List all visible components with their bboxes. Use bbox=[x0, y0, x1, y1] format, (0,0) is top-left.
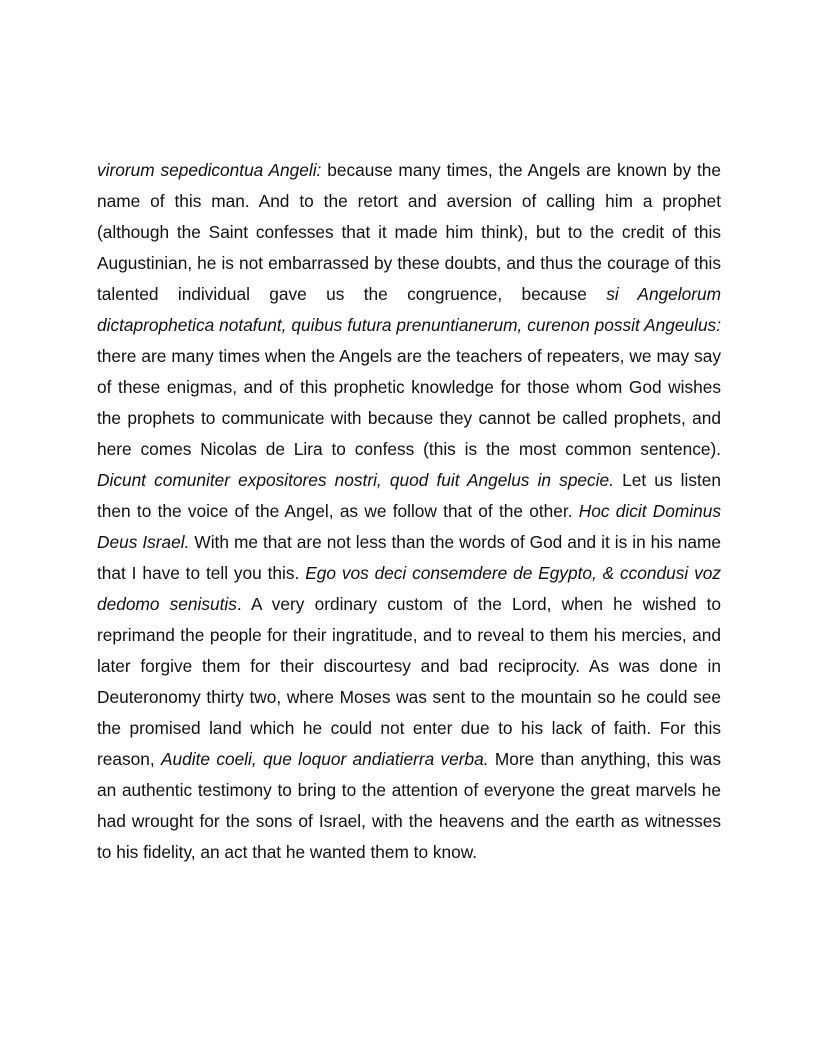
latin-quote: Dicunt comuniter expositores nostri, quod fuit Angelus in specie. bbox=[97, 470, 614, 490]
body-text: because many times, the Angels are known by the name of this man. And to the retort and aversion of calling him a prophet (although the Saint confesses that it made him think), but to the credit of this Augustinian, he is not embarrassed by these doubts, and thus the courage of this talented individual gave us the congruence, because bbox=[97, 160, 721, 304]
body-paragraph bbox=[97, 155, 721, 868]
latin-quote: virorum sepedicontua Angeli: bbox=[97, 160, 322, 180]
body-text: . A very ordinary custom of the Lord, when he wished to reprimand the people for their ingratitude, and to reveal to them his mercies, and later forgive them for their discourtesy and bad reciprocity. As was done in Deuteronomy thirty two, where Moses was sent to the mountain so he could see the promised land which he could not enter due to his lack of faith. For this reason, bbox=[97, 594, 721, 769]
latin-quote: Audite coeli, que loquor andiatierra verba. bbox=[160, 749, 489, 769]
body-text: More than anything, this was an authentic testimony to bring to the attention of everyone the great marvels he had wrought for the sons of Israel, with the heavens and the earth as witnesses to his fidelity, an act that he wanted them to know. bbox=[97, 749, 722, 862]
latin-quote: si Angelorum dictaprophetica notafunt, quibus futura prenuntianerum, curenon possit Angeulus: bbox=[97, 284, 721, 335]
document-page bbox=[97, 155, 721, 868]
latin-quote: Ego vos deci consemdere de Egypto, & ccondusi voz dedomo senisutis bbox=[97, 563, 721, 614]
body-text: Let us listen then to the voice of the Angel, as we follow that of the other. bbox=[97, 470, 721, 521]
latin-quote: Hoc dicit Dominus Deus Israel. bbox=[97, 501, 721, 552]
body-text: With me that are not less than the words of God and it is in his name that I have to tell you this. bbox=[97, 532, 721, 583]
body-text: there are many times when the Angels are the teachers of repeaters, we may say of these enigmas, and of this prophetic knowledge for those whom God wishes the prophets to communicate with because they cannot be called prophets, and here comes Nicolas de Lira to confess (this is the most common sentence). bbox=[97, 346, 721, 459]
